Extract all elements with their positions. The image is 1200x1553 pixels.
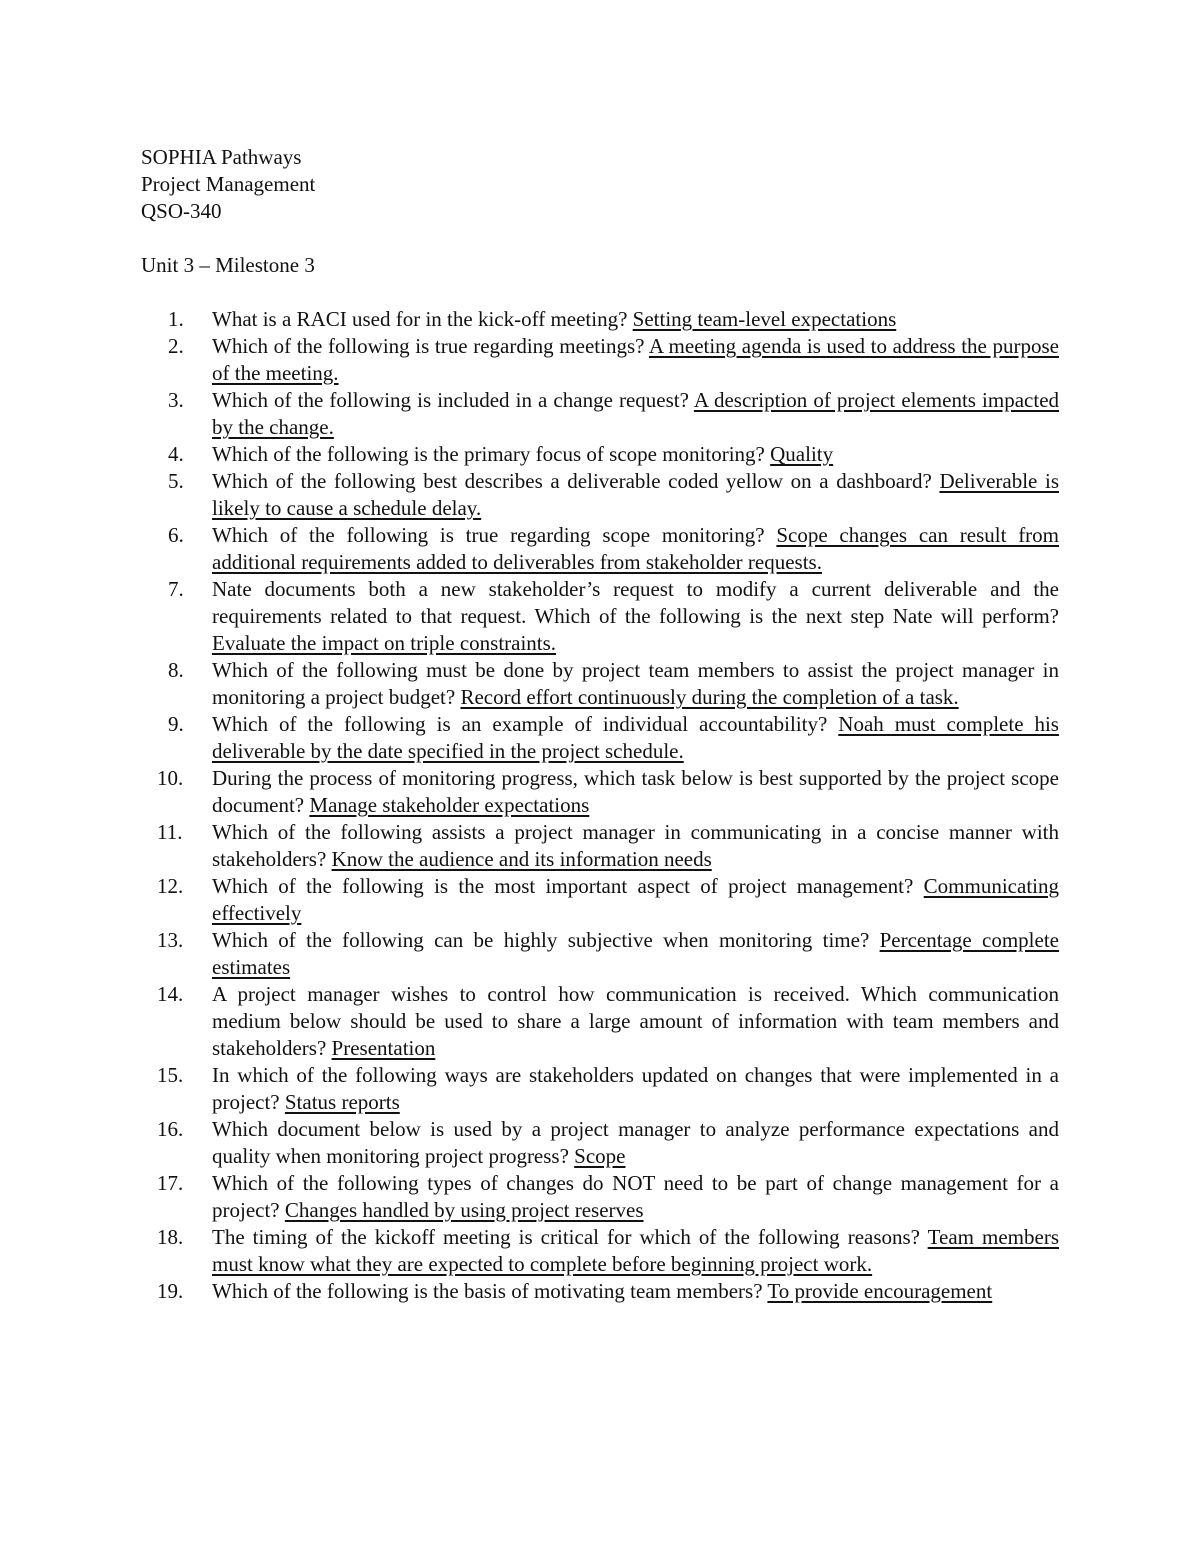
question-number: 19.	[157, 1279, 184, 1303]
question-item	[141, 441, 1059, 468]
question-text: The timing of the kickoff meeting is critical for which of the following reasons?	[212, 1225, 921, 1249]
question-text: During the process of monitoring progress, which task below is best supported by the project scope document?	[212, 766, 1059, 817]
question-item	[141, 819, 1059, 873]
question-item	[141, 765, 1059, 819]
question-item	[141, 576, 1059, 657]
answer-text: Scope	[574, 1144, 626, 1168]
question-text: Which of the following assists a project manager in communicating in a concise manner with stakeholders?	[212, 820, 1059, 871]
answer-text: Communicating effectively	[212, 874, 1059, 925]
answer-text: A description of project elements impacted by the change.	[212, 388, 1060, 439]
question-item	[141, 468, 1059, 522]
question-number: 18.	[157, 1225, 184, 1249]
answer-text: Deliverable is likely to cause a schedule delay.	[212, 469, 1059, 520]
question-list	[141, 306, 1059, 1305]
question-item	[141, 387, 1059, 441]
question-text: Which of the following is included in a change request?	[212, 388, 689, 412]
question-number: 9.	[168, 712, 184, 736]
question-text: Which of the following can be highly subjective when monitoring time?	[212, 928, 870, 952]
question-number: 14.	[157, 982, 184, 1006]
question-item	[141, 873, 1059, 927]
question-item	[141, 306, 1059, 333]
document-header	[141, 144, 315, 225]
answer-text: Setting team-level expectations	[632, 307, 897, 331]
question-item	[141, 657, 1059, 711]
answer-text: Percentage complete estimates	[212, 928, 1059, 979]
answer-text: Quality	[770, 442, 834, 466]
question-number: 15.	[157, 1063, 184, 1087]
answer-text: Team members must know what they are expected to complete before beginning project work.	[212, 1225, 1059, 1276]
question-text: Which of the following is the basis of motivating team members?	[212, 1279, 763, 1303]
question-number: 12.	[157, 874, 184, 898]
question-item	[141, 927, 1059, 981]
header-course: Project Management	[141, 172, 316, 196]
question-text: Which of the following is the primary focus of scope monitoring?	[212, 442, 765, 466]
question-number: 3.	[168, 388, 184, 412]
answer-text: Changes handled by using project reserves	[284, 1198, 644, 1222]
question-number: 4.	[168, 442, 184, 466]
answer-text: Status reports	[284, 1090, 400, 1114]
question-text: Nate documents both a new stakeholder’s request to modify a current deliverable and the requirements related to that request. Which of the following is the next step Nate will perform?	[212, 577, 1059, 628]
question-item	[141, 333, 1059, 387]
question-item	[141, 522, 1059, 576]
question-number: 16.	[157, 1117, 184, 1141]
question-number: 1.	[168, 307, 184, 331]
question-number: 17.	[157, 1171, 184, 1195]
header-program: SOPHIA Pathways	[141, 145, 302, 169]
question-text: Which of the following types of changes do NOT need to be part of change management for a project?	[212, 1171, 1059, 1222]
question-text: In which of the following ways are stakeholders updated on changes that were implemented in a project?	[212, 1063, 1059, 1114]
answer-text: Presentation	[331, 1036, 436, 1060]
answer-text: A meeting agenda is used to address the purpose of the meeting.	[212, 334, 1059, 385]
question-text: Which of the following is true regarding meetings?	[212, 334, 645, 358]
answer-text: Record effort continuously during the completion of a task.	[460, 685, 959, 709]
question-text: Which of the following is the most important aspect of project management?	[212, 874, 914, 898]
question-item	[141, 1116, 1059, 1170]
question-item	[141, 1224, 1059, 1278]
answer-text: Noah must complete his deliverable by the date specified in the project schedule.	[212, 712, 1059, 763]
answer-text: Know the audience and its information needs	[331, 847, 712, 871]
question-text: Which of the following is true regarding scope monitoring?	[212, 523, 765, 547]
question-number: 11.	[157, 820, 183, 844]
question-number: 13.	[157, 928, 184, 952]
question-number: 8.	[168, 658, 184, 682]
question-text: Which of the following best describes a deliverable coded yellow on a dashboard?	[212, 469, 932, 493]
question-text: What is a RACI used for in the kick-off meeting?	[212, 307, 628, 331]
answer-text: Manage stakeholder expectations	[309, 793, 590, 817]
unit-title: Unit 3 – Milestone 3	[141, 253, 315, 277]
question-text: Which of the following must be done by project team members to assist the project manager in monitoring a project budget?	[212, 658, 1059, 709]
question-number: 6.	[168, 523, 184, 547]
question-number: 7.	[168, 577, 184, 601]
question-item	[141, 981, 1059, 1062]
question-item	[141, 1062, 1059, 1116]
answer-text: Evaluate the impact on triple constraints.	[212, 631, 557, 655]
question-item	[141, 1278, 1059, 1305]
question-item	[141, 711, 1059, 765]
question-text: Which of the following is an example of individual accountability?	[212, 712, 828, 736]
question-number: 2.	[168, 334, 184, 358]
question-text: Which document below is used by a project manager to analyze performance expectations and quality when monitoring project progress?	[212, 1117, 1059, 1168]
question-number: 10.	[157, 766, 184, 790]
question-text: A project manager wishes to control how communication is received. Which communication medium below should be used to share a large amount of information with team members and stakeholders?	[212, 982, 1059, 1060]
answer-text: To provide encouragement	[767, 1279, 993, 1303]
question-item	[141, 1170, 1059, 1224]
question-number: 5.	[168, 469, 184, 493]
header-course-code: QSO-340	[141, 199, 222, 223]
answer-text: Scope changes can result from additional requirements added to deliverables from stakeholder requests.	[212, 523, 1060, 574]
